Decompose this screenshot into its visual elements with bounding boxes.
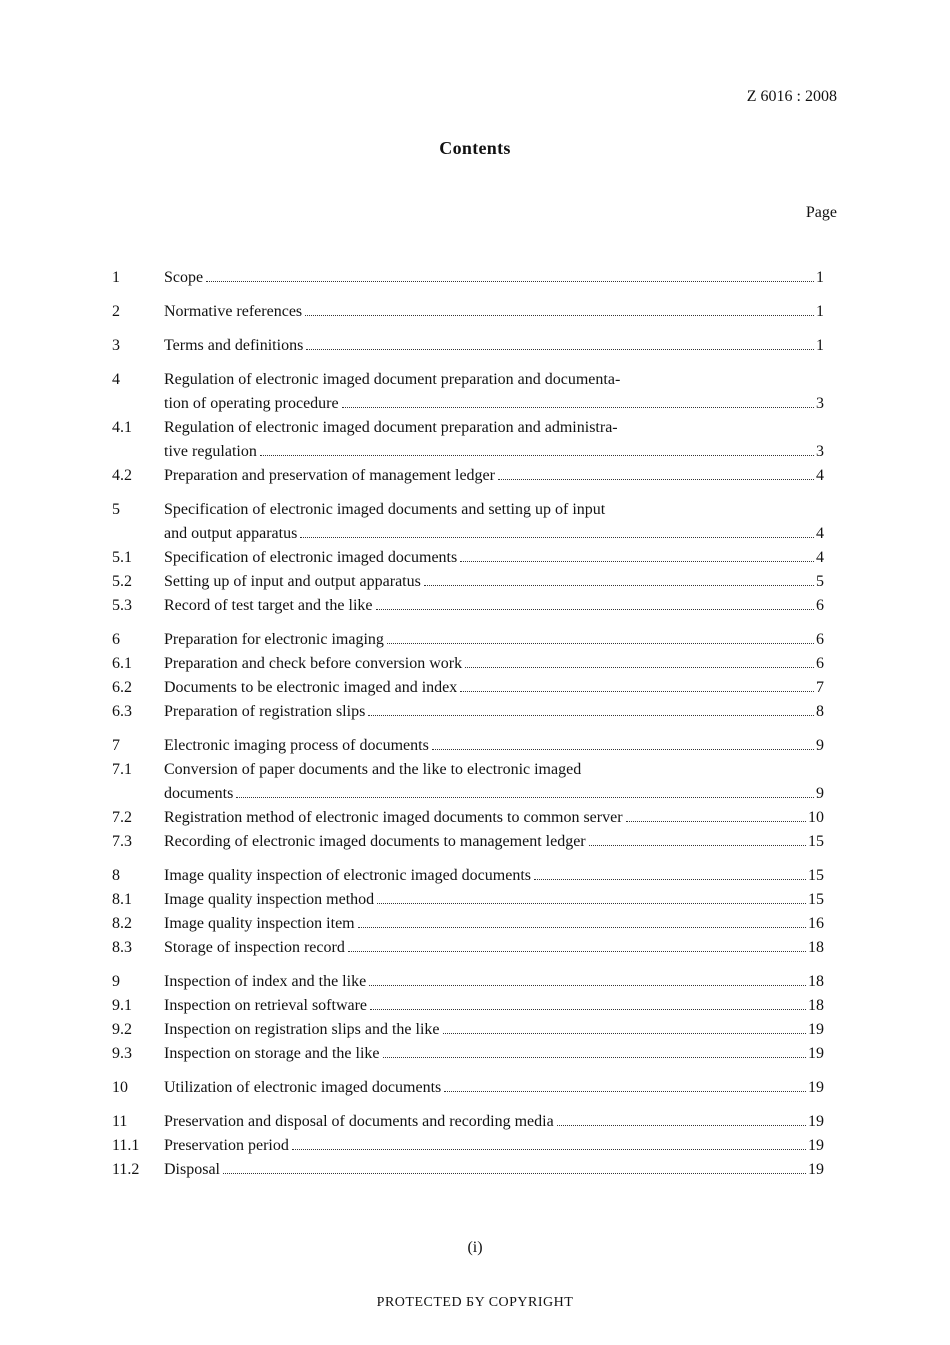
toc-entry[interactable] (112, 970, 824, 994)
toc-entry-number: 8.2 (112, 915, 132, 932)
toc-entry-number: 6.3 (112, 703, 132, 720)
toc-entry-title-line: Terms and definitions (164, 337, 304, 354)
toc-entry-page: 19 (808, 1137, 824, 1154)
toc-entry-page: 8 (816, 703, 824, 720)
dot-leader (370, 1009, 806, 1010)
toc-entry-title-line: Inspection on storage and the like (164, 1045, 380, 1062)
toc-entry-number: 4.1 (112, 419, 132, 436)
toc-entry-page: 19 (808, 1113, 824, 1130)
toc-entry[interactable] (112, 1158, 824, 1182)
toc-entry-number: 7 (112, 737, 120, 754)
copyright-footer: PROTECTED БY COPYRIGHT (376, 1295, 574, 1310)
toc-entry[interactable] (112, 864, 824, 888)
dot-leader (369, 985, 806, 986)
toc-entry[interactable] (112, 758, 824, 806)
dot-leader (589, 845, 806, 846)
toc-entry-title-line: Conversion of paper documents and the like to electronic imaged (164, 761, 582, 778)
toc-entry-number: 9 (112, 973, 120, 990)
toc-entry-title-line: Disposal (164, 1161, 220, 1178)
toc-entry-title-line: Record of test target and the like (164, 597, 373, 614)
toc-entry-number: 1 (112, 269, 120, 286)
toc-entry-page: 19 (808, 1161, 824, 1178)
toc-entry-number: 6 (112, 631, 120, 648)
toc-entry[interactable] (112, 570, 824, 594)
toc-entry[interactable] (112, 1018, 824, 1042)
toc-entry-number: 6.1 (112, 655, 132, 672)
dot-leader (465, 667, 814, 668)
toc-entry-page: 10 (808, 809, 824, 826)
dot-leader (305, 315, 814, 316)
page-folio: (i) (467, 1239, 483, 1256)
toc-entry-page: 4 (816, 549, 824, 566)
toc-entry[interactable] (112, 334, 824, 358)
toc-entry[interactable] (112, 1110, 824, 1134)
toc-entry-title-line: Specification of electronic imaged documents (164, 549, 458, 566)
toc-entry-number: 11 (112, 1113, 128, 1130)
toc-entry-number: 5.2 (112, 573, 132, 590)
toc-entry-title-line: Image quality inspection method (164, 891, 375, 908)
toc-entry-title-line: Preparation of registration slips (164, 703, 366, 720)
dot-leader (306, 349, 814, 350)
toc-entry-title-line: tive regulation (164, 443, 257, 460)
toc-entry[interactable] (112, 266, 824, 290)
toc-entry-number: 4.2 (112, 467, 132, 484)
toc-entry[interactable] (112, 546, 824, 570)
dot-leader (223, 1173, 806, 1174)
toc-entry-title-line: Inspection on registration slips and the like (164, 1021, 440, 1038)
dot-leader (348, 951, 806, 952)
toc-entry-page: 16 (808, 915, 824, 932)
page-column-header: Page (805, 204, 837, 221)
toc-entry-page: 9 (816, 785, 824, 802)
dot-leader (368, 715, 814, 716)
toc-entry[interactable] (112, 1134, 824, 1158)
table-of-contents (112, 266, 824, 1182)
toc-entry[interactable] (112, 416, 824, 464)
toc-entry-number: 7.2 (112, 809, 132, 826)
dot-leader (206, 281, 814, 282)
toc-entry-title-line: Setting up of input and output apparatus (164, 573, 421, 590)
toc-entry-number: 3 (112, 337, 120, 354)
toc-entry-title-line: Utilization of electronic imaged documents (164, 1079, 442, 1096)
toc-entry-title-line: Electronic imaging process of documents (164, 737, 429, 754)
toc-entry-number: 11.1 (112, 1137, 140, 1154)
toc-entry[interactable] (112, 594, 824, 618)
toc-entry-page: 4 (816, 467, 824, 484)
toc-entry-page: 3 (816, 443, 824, 460)
toc-entry-page: 19 (808, 1045, 824, 1062)
toc-entry[interactable] (112, 994, 824, 1018)
toc-entry-page: 6 (816, 597, 824, 614)
toc-entry-page: 6 (816, 655, 824, 672)
toc-entry[interactable] (112, 888, 824, 912)
toc-entry-page: 19 (808, 1021, 824, 1038)
toc-entry-title-line: Preservation period (164, 1137, 289, 1154)
toc-entry-title-line: Inspection on retrieval software (164, 997, 368, 1014)
toc-entry-page: 15 (808, 833, 824, 850)
dot-leader (444, 1091, 806, 1092)
dot-leader (424, 585, 814, 586)
toc-entry-title-line: Inspection of index and the like (164, 973, 367, 990)
toc-entry-title-line: Normative references (164, 303, 303, 320)
toc-entry-title-line: Recording of electronic imaged documents to management ledger (164, 833, 586, 850)
toc-entry-title-line: Preparation for electronic imaging (164, 631, 384, 648)
toc-entry-title-line: Regulation of electronic imaged document preparation and administra- (164, 419, 618, 436)
dot-leader (626, 821, 806, 822)
toc-entry-number: 5 (112, 501, 120, 518)
toc-entry-title-line: Specification of electronic imaged documents and setting up of input (164, 501, 606, 518)
toc-entry-page: 6 (816, 631, 824, 648)
toc-entry-number: 8.1 (112, 891, 132, 908)
dot-leader (376, 609, 814, 610)
dot-leader (236, 797, 814, 798)
toc-entry-title-line: Registration method of electronic imaged documents to common server (164, 809, 623, 826)
toc-entry[interactable] (112, 700, 824, 724)
dot-leader (260, 455, 814, 456)
toc-entry-number: 4 (112, 371, 120, 388)
document-id: Z 6016 : 2008 (746, 88, 837, 105)
toc-entry-title-line: tion of operating procedure (164, 395, 339, 412)
dot-leader (557, 1125, 806, 1126)
dot-leader (358, 927, 806, 928)
toc-entry-number: 10 (112, 1079, 128, 1096)
toc-entry-page: 1 (816, 303, 824, 320)
toc-entry-number: 8.3 (112, 939, 132, 956)
toc-entry-page: 18 (808, 939, 824, 956)
toc-entry-number: 2 (112, 303, 120, 320)
dot-leader (342, 407, 814, 408)
toc-entry-title-line: Storage of inspection record (164, 939, 345, 956)
toc-entry-title-line: Preservation and disposal of documents and recording media (164, 1113, 554, 1130)
toc-entry-number: 11.2 (112, 1161, 140, 1178)
toc-entry[interactable] (112, 936, 824, 960)
toc-entry-number: 8 (112, 867, 120, 884)
toc-entry[interactable] (112, 300, 824, 324)
toc-entry-number: 9.2 (112, 1021, 132, 1038)
toc-entry-page: 1 (816, 269, 824, 286)
dot-leader (377, 903, 806, 904)
toc-entry-page: 7 (816, 679, 824, 696)
dot-leader (432, 749, 814, 750)
toc-entry-page: 4 (816, 525, 824, 542)
dot-leader (460, 691, 814, 692)
toc-entry[interactable] (112, 676, 824, 700)
toc-entry-title-line: Documents to be electronic imaged and index (164, 679, 458, 696)
toc-entry-number: 9.1 (112, 997, 132, 1014)
dot-leader (498, 479, 814, 480)
toc-entry[interactable] (112, 912, 824, 936)
toc-entry-number: 5.1 (112, 549, 132, 566)
dot-leader (460, 561, 814, 562)
toc-entry[interactable] (112, 1076, 824, 1100)
toc-entry-number: 5.3 (112, 597, 132, 614)
dot-leader (300, 537, 814, 538)
toc-entry-page: 3 (816, 395, 824, 412)
toc-entry-title-line: and output apparatus (164, 525, 298, 542)
dot-leader (387, 643, 814, 644)
toc-entry[interactable] (112, 830, 824, 854)
toc-entry-page: 15 (808, 867, 824, 884)
toc-entry-page: 1 (816, 337, 824, 354)
dot-leader (534, 879, 806, 880)
toc-entry-title-line: Image quality inspection of electronic imaged documents (164, 867, 531, 884)
toc-entry-number: 9.3 (112, 1045, 132, 1062)
toc-entry[interactable] (112, 652, 824, 676)
toc-entry-title-line: Preparation and preservation of management ledger (164, 467, 495, 484)
toc-entry-number: 6.2 (112, 679, 132, 696)
toc-entry[interactable] (112, 734, 824, 758)
toc-entry[interactable] (112, 806, 824, 830)
toc-entry-number: 7.1 (112, 761, 132, 778)
toc-entry-page: 5 (816, 573, 824, 590)
toc-entry[interactable] (112, 1042, 824, 1066)
toc-entry[interactable] (112, 628, 824, 652)
dot-leader (443, 1033, 807, 1034)
toc-entry-page: 19 (808, 1079, 824, 1096)
toc-entry-page: 18 (808, 997, 824, 1014)
dot-leader (383, 1057, 807, 1058)
toc-entry-title-line: documents (164, 785, 234, 802)
toc-entry-title-line: Image quality inspection item (164, 915, 355, 932)
toc-entry[interactable] (112, 464, 824, 488)
toc-entry[interactable] (112, 498, 824, 546)
dot-leader (292, 1149, 806, 1150)
toc-entry-page: 9 (816, 737, 824, 754)
toc-entry-title-line: Scope (164, 269, 204, 286)
toc-entry-number: 7.3 (112, 833, 132, 850)
toc-entry-page: 18 (808, 973, 824, 990)
toc-entry-page: 15 (808, 891, 824, 908)
toc-entry[interactable] (112, 368, 824, 416)
toc-entry-title-line: Preparation and check before conversion work (164, 655, 463, 672)
toc-entry-title-line: Regulation of electronic imaged document preparation and documenta- (164, 371, 621, 388)
page-title: Contents (439, 138, 511, 158)
